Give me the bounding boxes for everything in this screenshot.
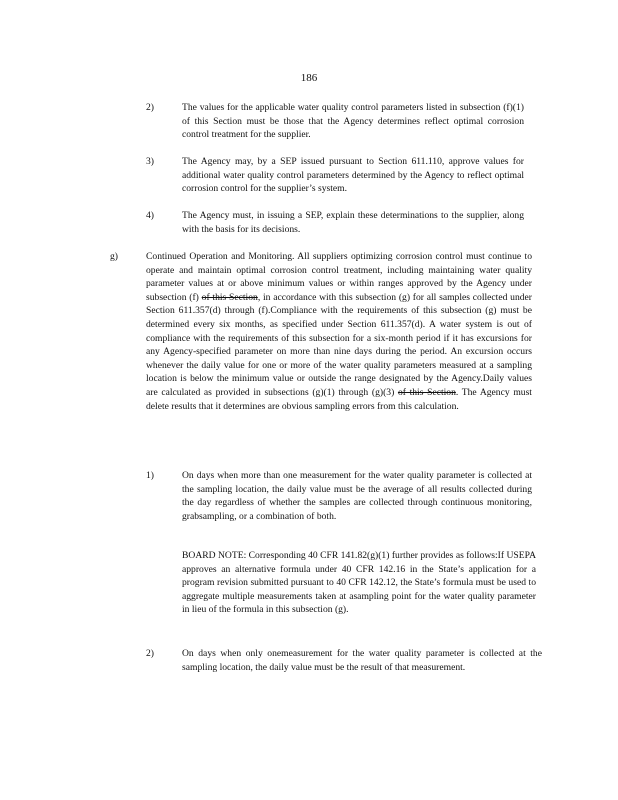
board-note-text: BOARD NOTE: Corresponding 40 CFR 141.82(g)(1) further provides as follows:If USEPA approves an alternative formula under 40 CFR 142.16 in the State’s application for a program revision submitted pursuant to 40 CFR 142.12, the State’s formula must be used to aggregate multiple measurements taken at asampling point for the water quality parameter in lieu of the formula in this subsection (g).	[182, 550, 536, 616]
item-text: On days when only onemeasurement for the water quality parameter is collected at the sampling location, the daily value must be the result of that measurement.	[182, 648, 542, 673]
item-text: The Agency may, by a SEP issued pursuant to Section 611.110, approve values for additional water quality control parameters determined by the Agency to reflect optimal corrosion control for the supplier’s system.	[182, 156, 524, 195]
section-marker: g)	[110, 251, 118, 262]
item-marker: 2)	[146, 102, 154, 113]
item-text: On days when more than one measurement for the water quality parameter is collected at the sampling location, the daily value must be the average of all results collected during the day regardless of whether the samples are collected through continuous monitoring, grabsampling, or a combination of both.	[182, 470, 532, 522]
deleted-text: of this Section	[397, 386, 456, 398]
section-text	[146, 250, 532, 413]
item-text: The values for the applicable water quality control parameters listed in subsection (f)(1) of this Section must be those that the Agency determines reflect optimal corrosion control treatment for the supplier.	[182, 102, 524, 141]
section-text-part: . The Agency must delete results that it determines are obvious sampling errors from this calculation.	[146, 386, 532, 412]
section-text-part: Continued Operation and Monitoring. All suppliers optimizing corrosion control must continue to operate and maintain optimal corrosion control treatment, including maintaining water quality parameter values at or above minimum values or within ranges approved by the Agency under subsection (f)	[146, 251, 532, 303]
deleted-text: of this Section	[201, 291, 258, 303]
item-marker: 2)	[146, 648, 154, 659]
section-text-part: , in accordance with this subsection (g) for all samples collected under Section 611.357(d) through (f).Compliance with the requirements of this subsection (g) must be determined every six months, as specified under Section 611.357(d). A water system is out of compliance with the requirements of this subsection for a six-month period if it has excursions for any Agency-specified parameter on more than nine days during the period. An excursion occurs whenever the daily value for one or more of the water quality parameters measured at a sampling location is below the minimum value or outside the range designated by the Agency.Daily values are calculated as provided in subsections (g)(1) through (g)(3)	[146, 291, 532, 398]
item-text: The Agency must, in issuing a SEP, explain these determinations to the supplier, along with the basis for its decisions.	[182, 210, 524, 235]
item-marker: 3)	[146, 156, 154, 167]
page-number: 186	[300, 72, 318, 84]
item-marker: 4)	[146, 210, 154, 221]
item-marker: 1)	[146, 470, 154, 481]
